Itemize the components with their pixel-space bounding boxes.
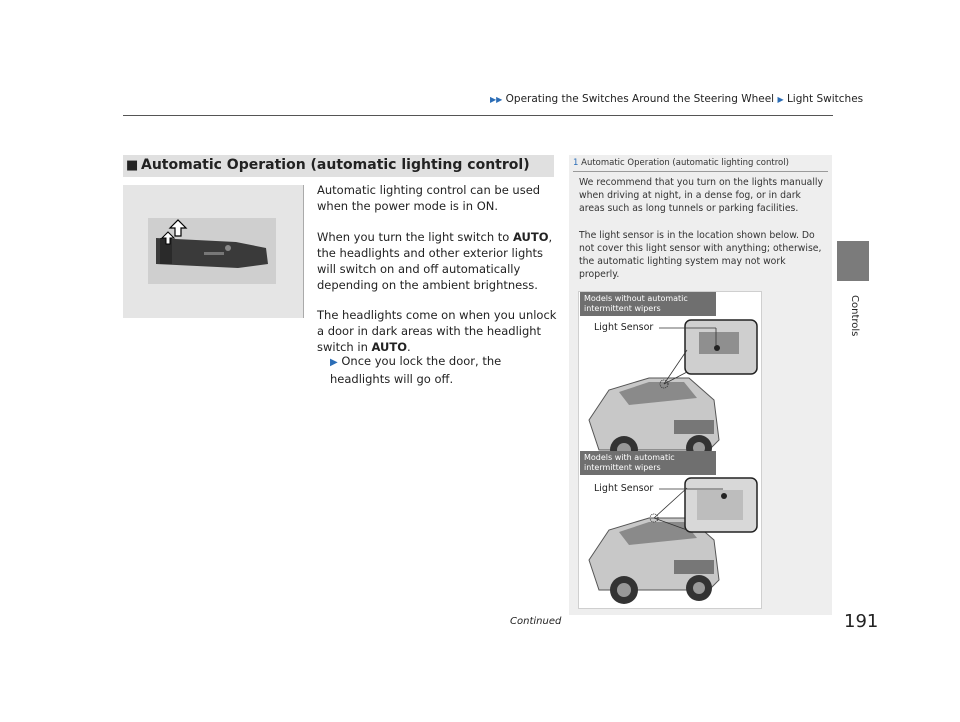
note-title bbox=[573, 158, 789, 168]
breadcrumb-arrow-icon: ▶▶ bbox=[490, 95, 503, 104]
paragraph-text: . bbox=[407, 340, 411, 354]
paragraph-text: When you turn the light switch to bbox=[317, 230, 513, 244]
note-ref-icon: 1 bbox=[573, 158, 579, 168]
chapter-label: Controls bbox=[849, 295, 860, 337]
chapter-tab bbox=[837, 241, 869, 281]
sensor-label: Light Sensor bbox=[594, 322, 654, 333]
light-switch-photo bbox=[148, 218, 276, 284]
breadcrumb-item: Light Switches bbox=[786, 93, 864, 105]
light-switch-stalk-icon bbox=[148, 218, 276, 284]
note-paragraph: We recommend that you turn on the lights manually when driving at night, in a dense fog, or in dark areas such as long tunnels or parking facilities. bbox=[579, 177, 824, 214]
paragraph: Automatic lighting control can be used when the power mode is in ON. bbox=[317, 183, 541, 213]
switch-position-label: AUTO bbox=[371, 340, 408, 354]
note-title-text: Automatic Operation (automatic lighting control) bbox=[581, 158, 789, 168]
section-marker-icon: ■ bbox=[126, 158, 139, 173]
switch-position-label: AUTO bbox=[512, 230, 549, 244]
light-sensor-illustration bbox=[578, 291, 762, 609]
paragraph-text: The headlights come on when you unlock a door in dark areas with the headlight switch in bbox=[317, 308, 557, 354]
continued-label: Continued bbox=[510, 616, 562, 627]
result-item bbox=[330, 353, 555, 387]
breadcrumb-arrow-icon: ▶ bbox=[777, 95, 784, 104]
paragraph-text: , the headlights and other exterior lights will switch on and off automatically depending on the ambient brightness. bbox=[317, 230, 553, 292]
note-divider bbox=[573, 171, 828, 172]
model-tag: Models with automatic intermittent wipers bbox=[580, 451, 716, 475]
model-tag: Models without automatic intermittent wipers bbox=[580, 292, 716, 316]
paragraph bbox=[317, 229, 557, 293]
page-number: 191 bbox=[844, 611, 879, 632]
car-sensor-icon bbox=[579, 292, 761, 608]
breadcrumb-item: Operating the Switches Around the Steering Wheel bbox=[505, 93, 775, 105]
section-heading bbox=[123, 155, 554, 177]
paragraph bbox=[317, 307, 557, 355]
sensor-label: Light Sensor bbox=[594, 483, 654, 494]
note-paragraph: The light sensor is in the location shown below. Do not cover this light sensor with anything; otherwise, the automatic lighting system may not work properly. bbox=[579, 230, 822, 280]
result-arrow-icon: ▶ bbox=[330, 357, 338, 368]
section-title: Automatic Operation (automatic lighting control) bbox=[141, 157, 530, 173]
result-text: Once you lock the door, the headlights will go off. bbox=[330, 354, 502, 386]
breadcrumb bbox=[490, 93, 863, 105]
header-divider bbox=[123, 115, 833, 116]
